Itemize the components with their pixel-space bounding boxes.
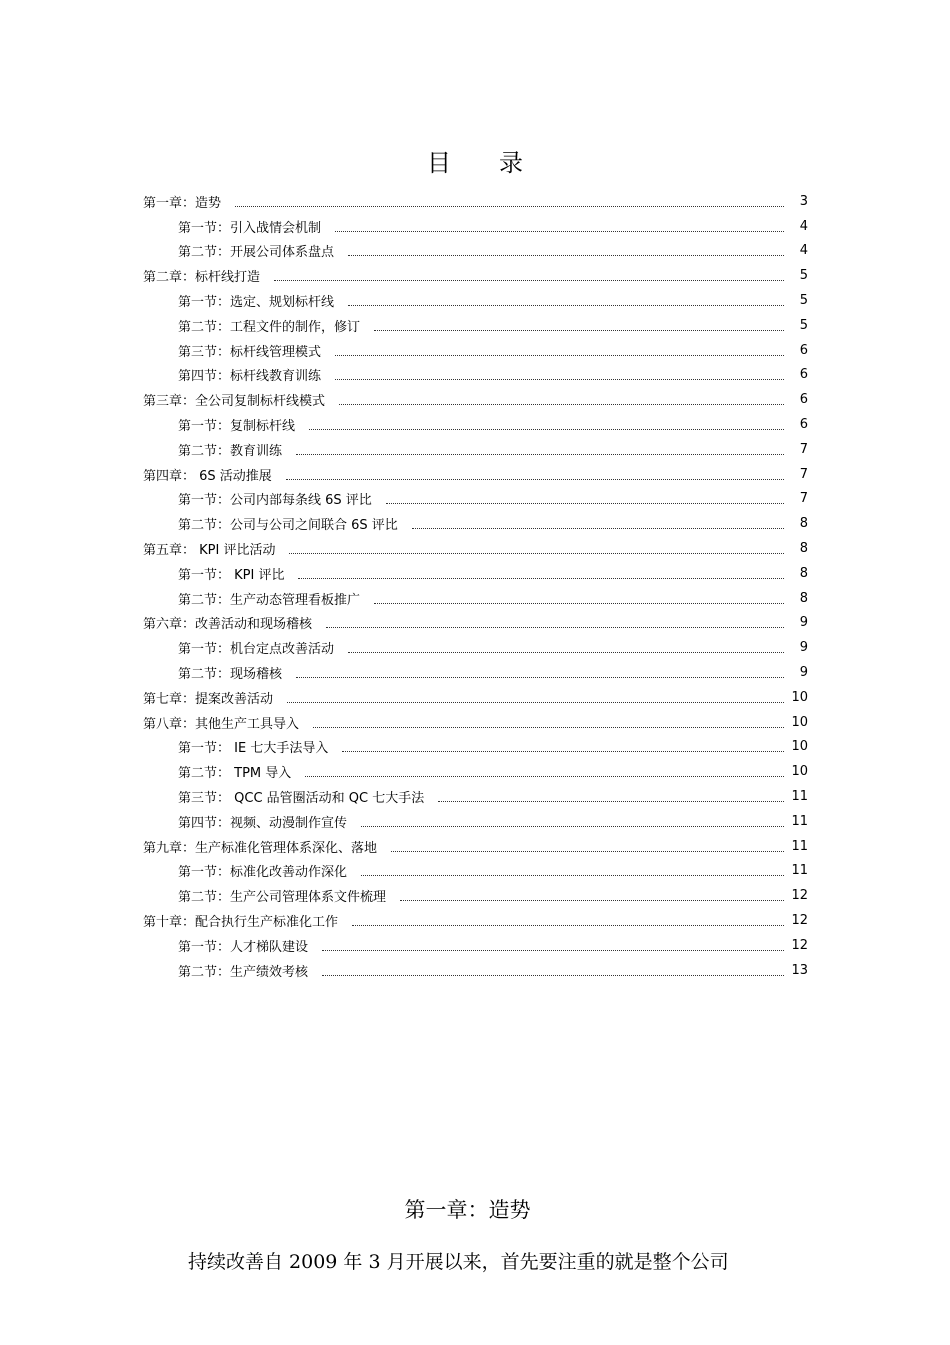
toc-dot-leader — [348, 254, 784, 256]
toc-page-number: 11 — [791, 813, 808, 829]
toc-entry-title: 第十章：配合执行生产标准化工作 — [143, 911, 352, 930]
toc-section-entry[interactable] — [143, 511, 808, 536]
toc-page-number: 7 — [799, 491, 808, 507]
toc-page-number: 6 — [799, 392, 808, 408]
toc-page-number: 8 — [799, 516, 808, 532]
toc-entry-title: 第一节： KPI 评比 — [178, 564, 298, 583]
toc-page-number: 12 — [791, 913, 808, 928]
toc-section-entry[interactable] — [143, 635, 808, 660]
toc-entry-title: 第一节： IE 七大手法导入 — [178, 737, 342, 756]
toc-page-number: 7 — [799, 466, 808, 482]
toc-dot-leader — [374, 602, 784, 604]
toc-dot-leader — [322, 974, 784, 976]
toc-page-number: 9 — [799, 615, 808, 631]
toc-dot-leader — [305, 775, 784, 777]
toc-dot-leader — [235, 205, 784, 207]
toc-section-entry[interactable] — [143, 214, 808, 239]
toc-entry-title: 第三章：全公司复制标杆线模式 — [143, 390, 339, 409]
toc-dot-leader — [335, 378, 784, 380]
toc-page-number: 6 — [799, 367, 808, 383]
toc-section-entry[interactable] — [143, 809, 808, 834]
toc-section-entry[interactable] — [143, 933, 808, 958]
toc-page-number: 10 — [791, 689, 808, 705]
toc-entry-title: 第一节：人才梯队建设 — [178, 936, 322, 955]
toc-section-entry[interactable] — [143, 759, 808, 784]
toc-section-entry[interactable] — [143, 363, 808, 388]
toc-dot-leader — [374, 329, 784, 331]
toc-entry-title: 第四节：标杆线教育训练 — [178, 365, 335, 384]
toc-entry-title: 第三节：标杆线管理模式 — [178, 341, 335, 360]
toc-chapter-entry[interactable] — [143, 834, 808, 859]
toc-section-entry[interactable] — [143, 660, 808, 685]
toc-section-entry[interactable] — [143, 313, 808, 338]
toc-dot-leader — [391, 850, 784, 852]
toc-entry-title: 第一节：复制标杆线 — [178, 415, 309, 434]
toc-entry-title: 第六章：改善活动和现场稽核 — [143, 613, 326, 632]
toc-chapter-entry[interactable] — [143, 536, 808, 561]
toc-entry-title: 第二节：生产动态管理看板推广 — [178, 589, 374, 608]
toc-section-entry[interactable] — [143, 239, 808, 264]
toc-chapter-entry[interactable] — [143, 462, 808, 487]
toc-section-entry[interactable] — [143, 958, 808, 983]
toc-dot-leader — [361, 874, 784, 876]
toc-dot-leader — [361, 825, 784, 827]
toc-section-entry[interactable] — [143, 784, 808, 809]
toc-title-left: 目 — [427, 149, 451, 177]
toc-section-entry[interactable] — [143, 437, 808, 462]
body-paragraph: 持续改善自 2009 年 3 月开展以来，首先要注重的就是整个公司 — [188, 1251, 729, 1273]
toc-dot-leader — [322, 949, 784, 951]
toc-page-number: 8 — [799, 565, 808, 581]
toc-entry-title: 第一节：引入战情会机制 — [178, 217, 335, 236]
toc-entry-title: 第二节：生产公司管理体系文件梳理 — [178, 886, 400, 905]
toc-section-entry[interactable] — [143, 586, 808, 611]
toc-entry-title: 第二章：标杆线打造 — [143, 266, 274, 285]
toc-dot-leader — [326, 626, 784, 628]
toc-dot-leader — [400, 899, 784, 901]
toc-entry-title: 第七章：提案改善活动 — [143, 688, 287, 707]
toc-entry-title: 第一节：公司内部每条线 6S 评比 — [178, 489, 386, 508]
toc-dot-leader — [386, 502, 784, 504]
toc-page-number: 13 — [791, 962, 808, 978]
toc-page-number: 3 — [799, 193, 808, 209]
toc-dot-leader — [438, 800, 784, 802]
toc-page-number: 4 — [799, 218, 808, 234]
toc-dot-leader — [298, 577, 784, 579]
toc-entry-title: 第二节：教育训练 — [178, 440, 296, 459]
toc-dot-leader — [286, 478, 784, 480]
toc-chapter-entry[interactable] — [143, 685, 808, 710]
toc-dot-leader — [287, 701, 784, 703]
toc-page-number: 7 — [799, 441, 808, 457]
toc-dot-leader — [348, 304, 784, 306]
toc-dot-leader — [352, 924, 784, 926]
toc-page-number: 6 — [799, 342, 808, 358]
toc-entry-title: 第二节：开展公司体系盘点 — [178, 241, 348, 260]
toc-chapter-entry[interactable] — [143, 263, 808, 288]
toc-dot-leader — [296, 676, 784, 678]
toc-section-entry[interactable] — [143, 883, 808, 908]
toc-dot-leader — [313, 726, 784, 728]
toc-page-number: 11 — [791, 863, 808, 879]
toc-entry-title: 第九章：生产标准化管理体系深化、落地 — [143, 837, 391, 856]
toc-page-number: 10 — [791, 739, 808, 755]
toc-entry-title: 第二节： TPM 导入 — [178, 762, 305, 781]
toc-chapter-entry[interactable] — [143, 189, 808, 214]
toc-dot-leader — [342, 750, 784, 752]
toc-section-entry[interactable] — [143, 412, 808, 437]
toc-page-number: 5 — [799, 293, 808, 309]
toc-entry-title: 第五章： KPI 评比活动 — [143, 539, 289, 558]
toc-entry-title: 第二节：公司与公司之间联合 6S 评比 — [178, 514, 412, 533]
toc-dot-leader — [335, 230, 784, 232]
toc-entry-title: 第一章：造势 — [143, 192, 235, 211]
toc-section-entry[interactable] — [143, 288, 808, 313]
chapter-heading: 第一章：造势 — [404, 1198, 531, 1222]
table-of-contents — [143, 189, 808, 983]
toc-page-number: 12 — [791, 888, 808, 904]
toc-page-number: 8 — [799, 590, 808, 606]
toc-page-number: 8 — [799, 541, 808, 557]
toc-entry-title: 第二节：现场稽核 — [178, 663, 296, 682]
toc-dot-leader — [289, 552, 784, 554]
toc-entry-title: 第八章：其他生产工具导入 — [143, 713, 313, 732]
toc-chapter-entry[interactable] — [143, 611, 808, 636]
toc-entry-title: 第四章： 6S 活动推展 — [143, 465, 286, 484]
toc-chapter-entry[interactable] — [143, 387, 808, 412]
toc-entry-title: 第二节：生产绩效考核 — [178, 961, 322, 980]
toc-dot-leader — [296, 453, 784, 455]
toc-page-number: 5 — [799, 317, 808, 333]
toc-section-entry[interactable] — [143, 487, 808, 512]
toc-entry-title: 第一节：机台定点改善活动 — [178, 638, 348, 657]
toc-section-entry[interactable] — [143, 735, 808, 760]
toc-page-number: 12 — [791, 937, 808, 953]
toc-entry-title: 第一节：选定、规划标杆线 — [178, 291, 348, 310]
toc-chapter-entry[interactable] — [143, 908, 808, 933]
toc-page-number: 6 — [799, 417, 808, 433]
toc-entry-title: 第四节：视频、动漫制作宣传 — [178, 812, 361, 831]
toc-dot-leader — [274, 279, 784, 281]
toc-page-number: 10 — [791, 714, 808, 730]
toc-page-number: 11 — [791, 838, 808, 854]
toc-page-number: 10 — [791, 764, 808, 780]
toc-title — [0, 148, 950, 178]
toc-dot-leader — [348, 651, 784, 653]
toc-dot-leader — [339, 403, 784, 405]
toc-page-number: 9 — [799, 665, 808, 681]
toc-section-entry[interactable] — [143, 561, 808, 586]
toc-dot-leader — [335, 354, 784, 356]
toc-section-entry[interactable] — [143, 859, 808, 884]
toc-page-number: 4 — [799, 243, 808, 259]
toc-entry-title: 第三节： QCC 品管圈活动和 QC 七大手法 — [178, 787, 438, 806]
toc-title-right: 录 — [499, 149, 523, 177]
toc-chapter-entry[interactable] — [143, 710, 808, 735]
toc-page-number: 9 — [799, 640, 808, 656]
toc-page-number: 11 — [791, 789, 808, 805]
toc-dot-leader — [412, 527, 784, 529]
toc-page-number: 5 — [799, 268, 808, 284]
toc-entry-title: 第二节：工程文件的制作，修订 — [178, 316, 374, 335]
toc-entry-title: 第一节：标准化改善动作深化 — [178, 861, 361, 880]
toc-dot-leader — [309, 428, 784, 430]
toc-section-entry[interactable] — [143, 338, 808, 363]
